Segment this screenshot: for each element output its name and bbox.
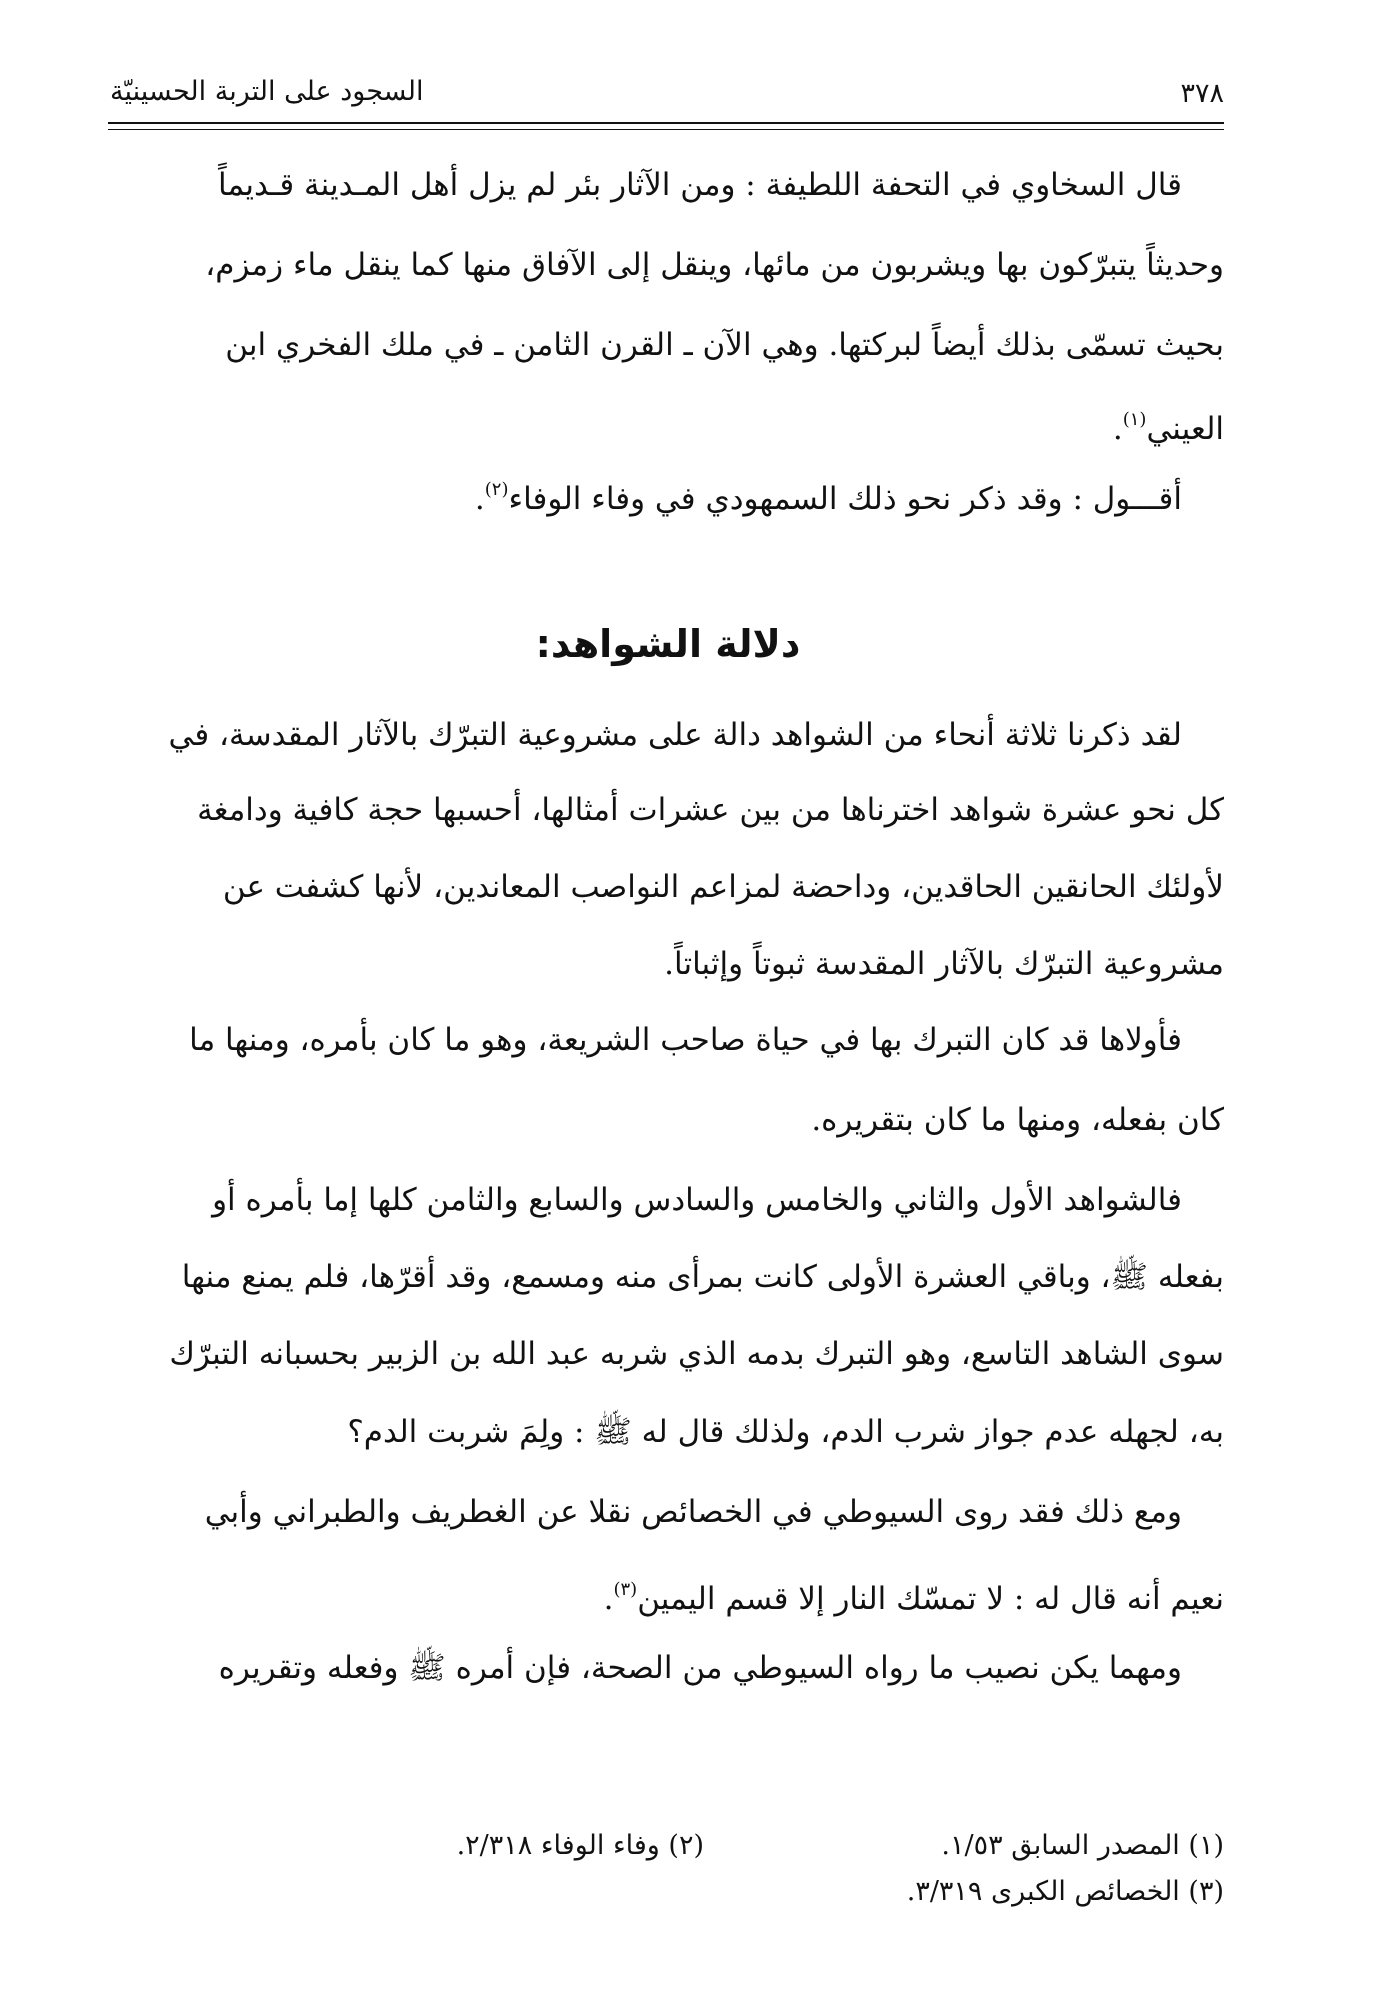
section-heading: دلالة الشواهد: xyxy=(535,622,801,666)
footnote: (١) المصدر السابق ١/٥٣. xyxy=(941,1830,1224,1861)
body-line: بحيث تسمّى بذلك أيضاً لبركتها. وهي الآن ـ القرن الثامن ـ في ملك الفخري ابن xyxy=(225,327,1224,363)
footnote-ref: (٢) xyxy=(484,479,509,500)
body-line: ومع ذلك فقد روى السيوطي في الخصائص نقلا عن الغطريف والطبراني وأبي xyxy=(204,1494,1182,1530)
body-line: كل نحو عشرة شواهد اخترناها من بين عشرات أمثالها، أحسبها حجة كافية ودامغة xyxy=(197,792,1224,828)
body-text: العيني xyxy=(1146,411,1224,447)
body-line: أقـــول : وقد ذكر نحو ذلك السمهودي في وفاء الوفاء$^{(٢)}$. xyxy=(474,479,1182,517)
body-line: به، لجهله عدم جواز شرب الدم، ولذلك قال له ﷺ : ولِمَ شربت الدم؟ xyxy=(347,1414,1224,1450)
page-header xyxy=(110,70,1224,114)
body-text: أقـــول : وقد ذكر نحو ذلك السمهودي في وفاء الوفاء xyxy=(508,481,1182,517)
body-line: كان بفعله، ومنها ما كان بتقريره. xyxy=(811,1102,1224,1138)
body-line: فالشواهد الأول والثاني والخامس والسادس والسابع والثامن كلها إما بأمره أو xyxy=(212,1182,1182,1218)
body-line: ومهما يكن نصيب ما رواه السيوطي من الصحة، فإن أمره ﷺ وفعله وتقريره xyxy=(218,1650,1182,1686)
body-line: وحديثاً يتبرّكون بها ويشربون من مائها، وينقل إلى الآفاق منها كما ينقل ماء زمزم، xyxy=(205,247,1224,283)
footnote-ref: (١) xyxy=(1122,409,1147,430)
body-line: بفعله ﷺ، وباقي العشرة الأولى كانت بمرأى منه ومسمع، وقد أقرّها، فلم يمنع منها xyxy=(181,1259,1224,1295)
body-line: نعيم أنه قال له : لا تمسّك النار إلا قسم اليمين$^{(٣)}$. xyxy=(603,1579,1224,1617)
body-line: سوى الشاهد التاسع، وهو التبرك بدمه الذي شربه عبد الله بن الزبير بحسبانه التبرّك xyxy=(169,1336,1224,1372)
footnote: (٣) الخصائص الكبرى ٣/٣١٩. xyxy=(906,1876,1224,1907)
body-text: نعيم أنه قال له : لا تمسّك النار إلا قسم اليمين xyxy=(637,1581,1224,1617)
running-title: السجود على التربة الحسينيّة xyxy=(110,76,424,107)
footnote-ref: (٣) xyxy=(613,1579,638,1600)
header-rule-thin xyxy=(108,129,1224,130)
header-rule xyxy=(108,122,1224,124)
body-line: لقد ذكرنا ثلاثة أنحاء من الشواهد دالة على مشروعية التبرّك بالآثار المقدسة، في xyxy=(168,717,1182,753)
body-line: قال السخاوي في التحفة اللطيفة : ومن الآثار بئر لم يزل أهل المـدينة قـديماً xyxy=(218,167,1182,203)
body-line: لأولئك الحانقين الحاقدين، وداحضة لمزاعم النواصب المعاندين، لأنها كشفت عن xyxy=(222,869,1224,905)
body-line: مشروعية التبرّك بالآثار المقدسة ثبوتاً وإثباتاً. xyxy=(664,946,1224,982)
body-line: العيني$^{(١)}$. xyxy=(1112,409,1224,447)
body-line: فأولاها قد كان التبرك بها في حياة صاحب الشريعة، وهو ما كان بأمره، ومنها ما xyxy=(189,1022,1182,1058)
footnote: (٢) وفاء الوفاء ٢/٣١٨. xyxy=(456,1830,704,1861)
page-number: ٣٧٨ xyxy=(1180,78,1224,109)
